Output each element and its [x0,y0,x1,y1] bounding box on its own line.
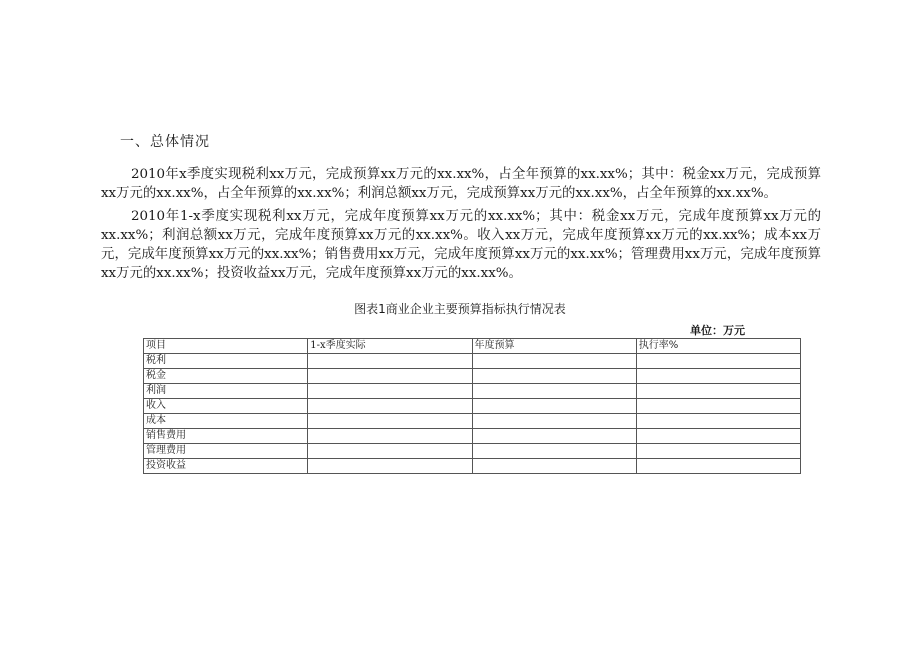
header-actual: 1-x季度实际 [308,339,472,354]
row-label: 税利 [144,354,308,369]
table-unit-label: 单位：万元 [690,324,745,337]
cell-actual [308,384,472,399]
cell-rate [636,384,800,399]
paragraph-quarter-summary: 2010年x季度实现税利xx万元，完成预算xx万元的xx.xx%，占全年预算的xx.xx%；其中：税金xx万元，完成预算xx万元的xx.xx%，占全年预算的xx.xx%；利润总额xx万元，完成预算xx万元的xx.xx%，占全年预算的xx.xx%。 [101,167,821,201]
cell-actual [308,354,472,369]
cell-rate [636,444,800,459]
row-label: 收入 [144,399,308,414]
table-row [144,399,801,414]
table-caption: 图表1商业企业主要预算指标执行情况表 [354,302,566,316]
header-execution-rate: 执行率% [636,339,800,354]
table-row [144,384,801,399]
row-label: 成本 [144,414,308,429]
row-label: 投资收益 [144,459,308,474]
row-label: 销售费用 [144,429,308,444]
cell-budget [472,369,636,384]
cell-budget [472,414,636,429]
table-row [144,429,801,444]
cell-budget [472,429,636,444]
table-header-row [144,339,801,354]
cell-rate [636,429,800,444]
cell-actual [308,459,472,474]
table-row [144,354,801,369]
row-label: 管理费用 [144,444,308,459]
table-row [144,459,801,474]
cell-budget [472,384,636,399]
cell-budget [472,399,636,414]
cell-budget [472,444,636,459]
cell-rate [636,354,800,369]
header-annual-budget: 年度预算 [472,339,636,354]
row-label: 利润 [144,384,308,399]
table-row [144,369,801,384]
table-row [144,414,801,429]
header-item: 项目 [144,339,308,354]
cell-actual [308,399,472,414]
row-label: 税金 [144,369,308,384]
section-heading: 一、总体情况 [120,134,210,150]
cell-actual [308,414,472,429]
cell-rate [636,369,800,384]
budget-indicator-table [143,338,801,474]
paragraph-cumulative-summary: 2010年1-x季度实现税利xx万元，完成年度预算xx万元的xx.xx%；其中：税金xx万元，完成年度预算xx万元的xx.xx%；利润总额xx万元，完成年度预算xx万元的xx.xx%。收入xx万元，完成年度预算xx万元的xx.xx%；成本xx万元，完成年度预算xx万元的xx.xx%；销售费用xx万元，完成年度预算xx万元的xx.xx%；管理费用xx万元，完成年度预算xx万元的xx.xx%；投资收益xx万元，完成年度预算xx万元的xx.xx%。 [101,209,821,281]
cell-budget [472,459,636,474]
cell-actual [308,429,472,444]
cell-budget [472,354,636,369]
table-row [144,444,801,459]
cell-actual [308,444,472,459]
cell-actual [308,369,472,384]
cell-rate [636,414,800,429]
cell-rate [636,399,800,414]
cell-rate [636,459,800,474]
